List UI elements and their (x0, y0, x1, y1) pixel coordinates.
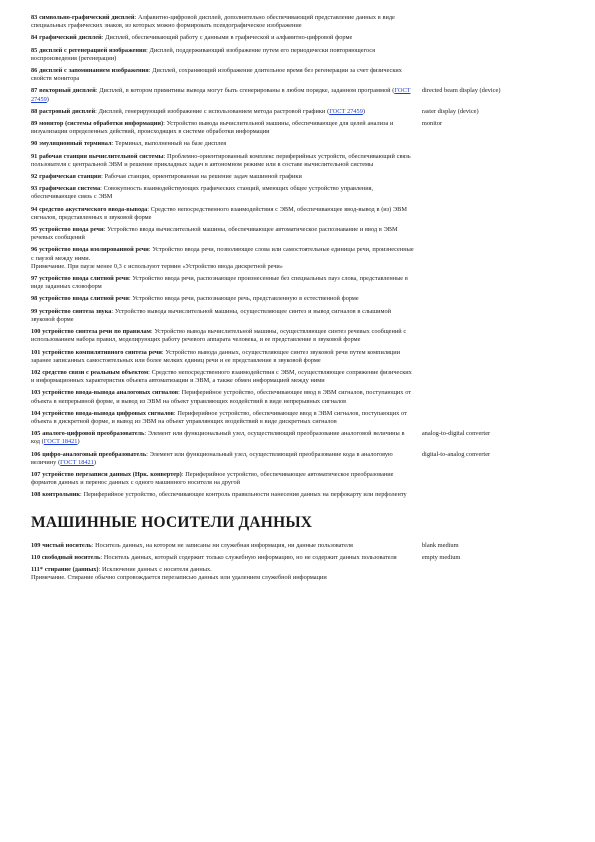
term-name: стирание (данных) (44, 565, 99, 573)
english-equivalent (414, 34, 571, 42)
term-text (31, 108, 414, 116)
gost-link[interactable]: ГОСТ 18421 (43, 438, 78, 446)
term-entry (31, 185, 571, 201)
term-number: 89 (31, 120, 38, 128)
term-definition: : Средство непосредственного взаимодействия с ЭВМ, обеспечивающее ввод-вывод в (из) ЭВМ сигналов, представленных в звуковой форме (31, 205, 407, 221)
term-definition: : Совокупность взаимодействующих графических станций, имеющих общее устройство управления, обеспечивающее связь с ЭВМ (31, 185, 374, 201)
term-number: 100 (31, 328, 41, 336)
term-name: символьно-графический дисплей (39, 14, 135, 21)
term-entry (31, 275, 571, 291)
english-equivalent (414, 185, 571, 201)
term-text (31, 410, 414, 426)
term-definition: : Дисплей, обеспечивающий работу с данными в графической и алфавитно-цифровой форме (101, 34, 353, 42)
term-entry (31, 410, 571, 426)
english-equivalent: analog-to-digital converter (421, 430, 491, 438)
term-entry (31, 451, 571, 467)
term-name: дисплей с регенерацией изображения (39, 46, 147, 54)
term-text (31, 542, 414, 550)
entries-top (31, 14, 571, 500)
term-entry (31, 349, 571, 365)
english-equivalent: blank medium (421, 541, 459, 549)
term-text (31, 275, 414, 291)
term-text (31, 14, 414, 30)
english-equivalent: raster display (device) (421, 107, 479, 115)
term-number: 110 (31, 553, 41, 561)
term-number: 103 (31, 389, 41, 397)
term-definition: : Периферийное устройство, обеспечивающее контроль правильности нанесения данных на перфокарту или перфоленту (80, 491, 407, 499)
term-name: устройство ввода слитной речи (39, 275, 129, 283)
term-text (31, 369, 414, 385)
term-definition: : Периферийное устройство, обеспечивающее автоматическое преобразование форматов данных и перенос данных с одного машинного носителя на другой (31, 470, 394, 487)
term-entry (31, 14, 571, 30)
term-definition: : Дисплей, генерирующий изображение с использованием метода растровой графики ( (95, 107, 330, 115)
term-entry (31, 389, 571, 405)
term-name: свободный носитель (41, 553, 101, 561)
term-definition: : Периферийное устройство, обеспечивающее ввод в ЭВМ сигналов, поступающих от объекта в дискретной форме, и вывод из ЭВМ на объект управляющих воздействий в виде дискретных сигналов (31, 409, 407, 425)
term-name: чистый носитель (42, 541, 92, 549)
term-name: устройство ввода-вывода цифровых сигналов (42, 409, 174, 417)
term-definition: : Носитель данных, который содержит только служебную информацию, но не содержит данных пользователя (100, 553, 397, 561)
term-name: монитор (системы обработки информации) (39, 120, 164, 128)
term-number: 91 (31, 152, 38, 160)
english-equivalent (414, 206, 571, 222)
english-equivalent (414, 14, 571, 30)
term-entry (31, 87, 571, 103)
term-text (31, 308, 414, 324)
term-number: 109 (31, 541, 41, 549)
term-number: 92 (31, 173, 38, 181)
term-text (31, 226, 414, 242)
term-entry (31, 554, 571, 562)
term-entry (31, 491, 571, 499)
term-note: Примечание. При паузе менее 0,3 с используют термин «Устройство ввода дискретной речи» (31, 262, 283, 270)
english-equivalent (414, 389, 571, 405)
gost-link[interactable]: ГОСТ 18421 (60, 458, 94, 466)
term-entry (31, 173, 571, 181)
english-equivalent (414, 67, 571, 83)
term-entry (31, 308, 571, 324)
term-number: 93 (31, 185, 38, 193)
term-entry (31, 67, 571, 83)
term-text (31, 349, 414, 365)
term-definition: : Устройство ввода вычислительной машины, обеспечивающее автоматическое распознавание и ввод в ЭВМ речевых сообщений (31, 226, 398, 242)
term-text (31, 185, 414, 201)
term-note: Примечание. Стирание обычно сопровождается перезаписью данных или удалением служебной информации (31, 574, 327, 582)
term-definition: : Периферийное устройство, обеспечивающее ввод в ЭВМ сигналов, поступающих от объекта в непрерывной форме, и вывод из ЭВМ на объект управляющих воздействий в виде непрерывных сигналов (31, 389, 412, 405)
term-name: дисплей с запоминанием изображения (39, 67, 149, 75)
term-name: эмуляционный терминал (39, 140, 112, 148)
term-text (31, 430, 414, 446)
gost-link[interactable]: ГОСТ 27459 (31, 87, 411, 103)
term-entry (31, 246, 571, 271)
term-name: векторный дисплей (39, 87, 96, 95)
term-text (31, 328, 414, 344)
term-name: графический дисплей (39, 34, 102, 42)
definition-tail: ) (77, 438, 80, 446)
term-definition: : Исключение данных с носителя данных. (98, 565, 212, 573)
term-name: графическая станция (39, 173, 102, 181)
term-text (31, 295, 414, 303)
term-number: 85 (31, 46, 38, 54)
section-heading: МАШИННЫЕ НОСИТЕЛИ ДАННЫХ (31, 513, 313, 531)
term-definition: : Носитель данных, на котором не записаны ни служебная информация, ни данные пользователя (91, 541, 353, 549)
term-text (31, 491, 414, 499)
term-number: 97 (31, 275, 38, 283)
term-number: 98 (31, 295, 38, 303)
term-number: 96 (31, 246, 38, 254)
term-text (31, 140, 414, 148)
definition-tail: ) (46, 95, 49, 103)
term-text (31, 67, 414, 83)
term-definition: : Терминал, выполненный на базе дисплея (111, 140, 227, 148)
term-number: 90 (31, 140, 38, 148)
term-entry (31, 206, 571, 222)
term-definition: : Средство непосредственного взаимодействия с ЭВМ, осуществляющее сопряжение физических и информационных характеристик объекта автоматизации и ЭВМ, а также обмен информацией между ними (31, 368, 412, 385)
term-name: устройство ввода слитной речи (39, 295, 129, 303)
term-definition: : Устройство вывода вычислительной машины, обеспечивающее для целей анализа и визуализации определенных действий, происходящих в системе обработки информации (31, 120, 394, 136)
term-name: устройство ввода-вывода аналоговых сигналов (42, 389, 179, 397)
term-number: 111* (31, 565, 43, 573)
term-entry (31, 369, 571, 385)
term-definition: : Алфавитно-цифровой дисплей, дополнительно обеспечивающий представление данных в виде специальных графических знаков, из которых можно формировать псевдографическое изображение (31, 14, 395, 30)
term-number: 102 (31, 368, 41, 376)
term-definition: : Элемент или функциональный узел, осуществляющий преобразование аналоговой величины в код ( (31, 430, 405, 446)
term-definition: : Рабочая станция, ориентированная на решение задач машинной графики (101, 173, 302, 181)
term-name: устройство компилятивного синтеза речи (42, 348, 162, 356)
term-entry (31, 471, 571, 487)
definition-tail: ) (93, 458, 96, 466)
term-name: цифро-аналоговый преобразователь (42, 450, 147, 458)
english-equivalent (414, 275, 571, 291)
term-text (31, 153, 414, 169)
term-number: 108 (31, 491, 41, 499)
term-definition: : Устройство ввода речи, распознающее речь, представленную в естественной форме (128, 295, 359, 303)
term-name: контрольник (42, 491, 81, 499)
term-definition: : Устройство вывода вычислительной машины, осуществляющее синтез и вывод сигналов в слышимой звуковой форме (31, 307, 391, 323)
definition-tail: ) (362, 107, 365, 115)
term-text (31, 87, 414, 103)
term-number: 99 (31, 307, 38, 315)
english-equivalent: empty medium (421, 553, 461, 561)
term-entry (31, 430, 571, 446)
term-entry (31, 566, 571, 582)
term-name: рабочая станция вычислительной системы (39, 152, 164, 160)
term-entry (31, 108, 571, 116)
term-text (31, 120, 414, 136)
english-equivalent (414, 226, 571, 242)
term-name: устройство ввода речи (39, 226, 104, 234)
english-equivalent (414, 471, 571, 487)
english-equivalent (414, 328, 571, 344)
term-name: средство связи с реальным объектом (42, 368, 149, 376)
term-entry (31, 328, 571, 344)
term-number: 84 (31, 34, 38, 42)
term-number: 94 (31, 205, 38, 213)
term-definition: : Дисплей, поддерживающий изображение путем его периодически повторяющегося воспроизведения (регенерации) (31, 46, 375, 62)
document-page (31, 14, 571, 586)
term-number: 87 (31, 87, 38, 95)
term-definition: : Дисплей, в котором примитивы вывода могут быть сгенерированы в любом порядке, заданном программой ( (95, 87, 395, 95)
term-name: средство акустического ввода-вывода (39, 205, 148, 213)
english-equivalent: monitor (421, 120, 443, 128)
term-text (31, 34, 414, 42)
term-definition: : Устройство вывода данных, осуществляющее синтез звуковой речи путем компиляции заранее записанных самостоятельных или более мелких единиц речи и ее представление в звуковой форме (31, 348, 401, 364)
term-name: графическая система (39, 185, 101, 193)
term-number: 107 (31, 470, 41, 478)
term-entry (31, 140, 571, 148)
term-number: 106 (31, 450, 41, 458)
english-equivalent (414, 47, 571, 63)
english-equivalent (414, 173, 571, 181)
term-text (31, 173, 414, 181)
term-text (31, 47, 414, 63)
term-definition: : Дисплей, сохраняющий изображение длительное время без регенерации за счет физических свойств монитора (31, 67, 402, 83)
term-number: 95 (31, 226, 38, 234)
english-equivalent (414, 140, 571, 148)
term-entry (31, 295, 571, 303)
english-equivalent (414, 153, 571, 169)
term-text (31, 206, 414, 222)
term-number: 101 (31, 348, 41, 356)
term-name: устройство синтеза речи по правилам (42, 328, 151, 336)
english-equivalent (414, 410, 571, 426)
term-entry (31, 34, 571, 42)
gost-link[interactable]: ГОСТ 27459 (329, 107, 363, 115)
term-number: 86 (31, 67, 38, 75)
term-text (31, 451, 414, 467)
english-equivalent (414, 308, 571, 324)
term-definition: : Проблемно-ориентированный комплекс периферийных устройств, обеспечивающий связь пользователя с центральной ЭВМ и решение прикладных задач в автономном режиме или в составе вычислительной системы (31, 152, 411, 168)
term-name: аналого-цифровой преобразователь (42, 430, 145, 438)
english-equivalent (414, 369, 571, 385)
term-number: 88 (31, 107, 38, 115)
entries-bottom (31, 542, 571, 583)
term-entry (31, 542, 571, 550)
term-number: 105 (31, 430, 41, 438)
term-text (31, 389, 414, 405)
term-definition: : Устройство ввода речи, позволяющее слова или самостоятельные единицы речи, произнесенные с паузой между ними. (31, 246, 414, 262)
term-name: устройство синтеза звука (39, 307, 112, 315)
term-definition: : Устройство вывода вычислительной машины, осуществляющее синтез речевых сообщений с использованием набора правил, моделирующих работу речевого аппарата человека, и ее представление в звуковой форме (31, 328, 407, 344)
term-number: 83 (31, 14, 38, 21)
term-number: 104 (31, 409, 41, 417)
english-equivalent (414, 246, 571, 271)
english-equivalent: digital-to-analog converter (421, 450, 491, 458)
term-entry (31, 120, 571, 136)
english-equivalent: directed beam display (device) (421, 87, 501, 95)
term-definition: : Устройство ввода речи, распознающее произнесенные без специальных пауз слова, представленные в виде заданных словоформ (31, 275, 408, 291)
english-equivalent (414, 349, 571, 365)
term-text (31, 246, 414, 271)
term-text (31, 566, 414, 582)
term-name: устройство перезаписи данных (Нрк. конвертер) (42, 470, 182, 478)
term-text (31, 554, 414, 562)
english-equivalent (414, 566, 571, 582)
term-name: устройство ввода изолированной речи (39, 246, 149, 254)
term-entry (31, 226, 571, 242)
english-equivalent (414, 491, 571, 499)
english-equivalent (414, 295, 571, 303)
term-entry (31, 47, 571, 63)
term-entry (31, 153, 571, 169)
term-definition: : Элемент или функциональный узел, осуществляющий преобразование кода в аналоговую величину ( (31, 450, 393, 466)
term-text (31, 471, 414, 487)
term-name: растровый дисплей (39, 107, 96, 115)
